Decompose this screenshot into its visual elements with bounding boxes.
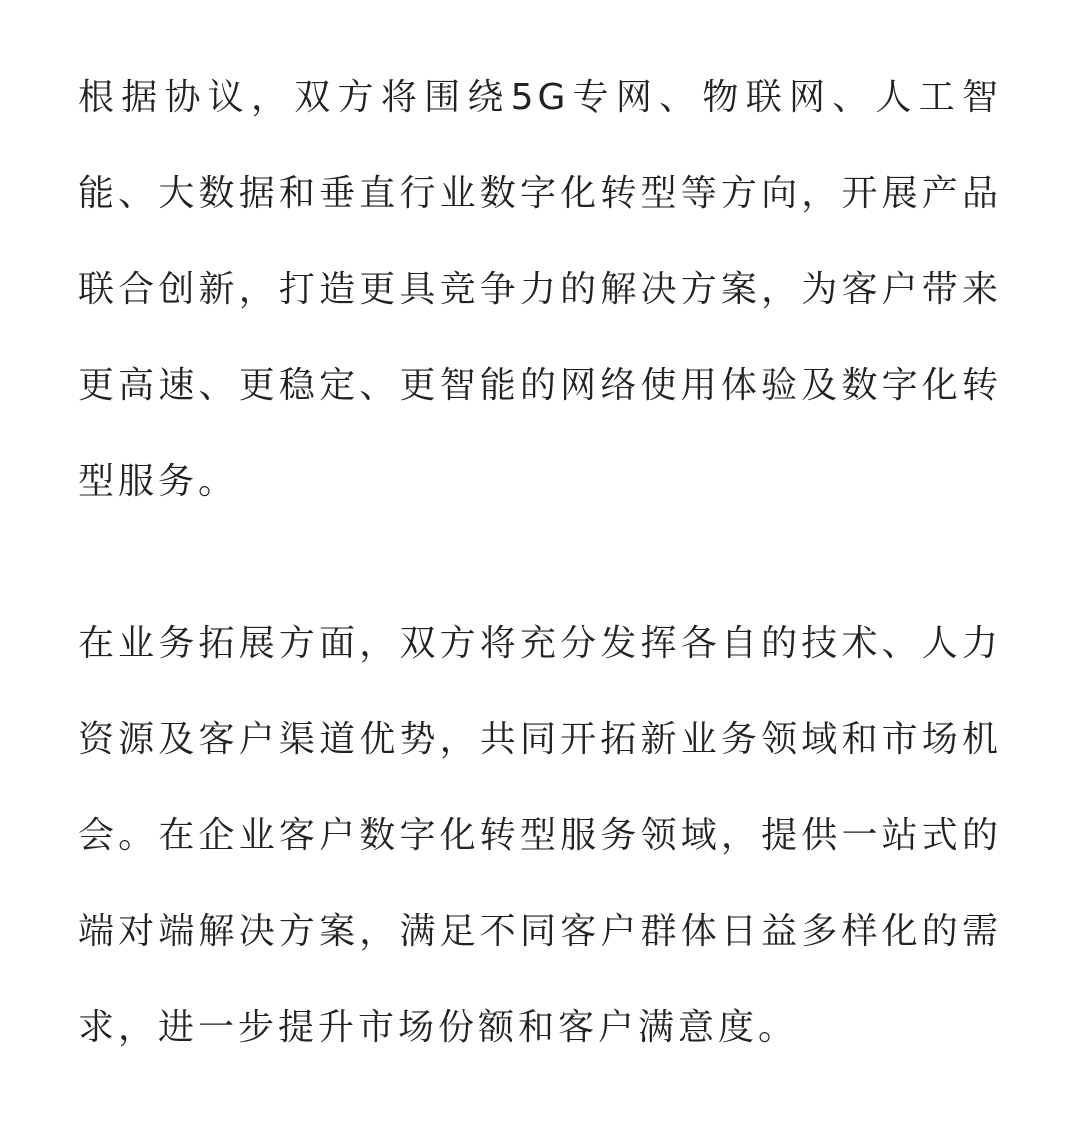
article-body: [78, 50, 1002, 1076]
paragraph-business-expansion: 在业务拓展方面，双方将充分发挥各自的技术、人力资源及客户渠道优势，共同开拓新业务领域和市场机会。在企业客户数字化转型服务领域，提供一站式的端对端解决方案，满足不同客户群体日益多样化的需求，进一步提升市场份额和客户满意度。: [78, 623, 1002, 1048]
paragraph-agreement: 根据协议，双方将围绕5G专网、物联网、人工智能、大数据和垂直行业数字化转型等方向，开展产品联合创新，打造更具竞争力的解决方案，为客户带来更高速、更稳定、更智能的网络使用体验及数字化转型服务。: [78, 77, 1002, 502]
